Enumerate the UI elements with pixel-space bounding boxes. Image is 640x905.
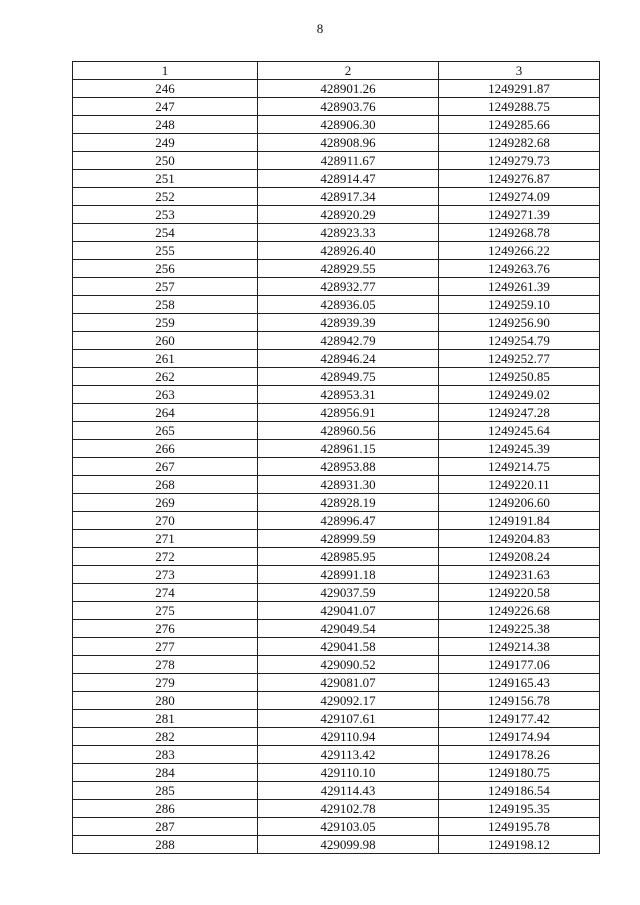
x-coordinate-cell: 428931.30: [258, 476, 439, 494]
x-coordinate-cell: 428908.96: [258, 134, 439, 152]
y-coordinate-cell: 1249225.38: [439, 620, 600, 638]
y-coordinate-cell: 1249249.02: [439, 386, 600, 404]
point-number-cell: 257: [73, 278, 258, 296]
y-coordinate-cell: 1249261.39: [439, 278, 600, 296]
y-coordinate-cell: 1249177.06: [439, 656, 600, 674]
y-coordinate-cell: 1249279.73: [439, 152, 600, 170]
x-coordinate-cell: 429081.07: [258, 674, 439, 692]
point-number-cell: 262: [73, 368, 258, 386]
x-coordinate-cell: 428917.34: [258, 188, 439, 206]
x-coordinate-cell: 428946.24: [258, 350, 439, 368]
x-coordinate-cell: 428960.56: [258, 422, 439, 440]
x-coordinate-cell: 428920.29: [258, 206, 439, 224]
y-coordinate-cell: 1249274.09: [439, 188, 600, 206]
y-coordinate-cell: 1249252.77: [439, 350, 600, 368]
point-number-cell: 249: [73, 134, 258, 152]
point-number-cell: 252: [73, 188, 258, 206]
y-coordinate-cell: 1249191.84: [439, 512, 600, 530]
point-number-cell: 275: [73, 602, 258, 620]
point-number-cell: 268: [73, 476, 258, 494]
point-number-cell: 282: [73, 728, 258, 746]
table-row: [73, 782, 600, 800]
point-number-cell: 269: [73, 494, 258, 512]
y-coordinate-cell: 1249165.43: [439, 674, 600, 692]
y-coordinate-cell: 1249214.75: [439, 458, 600, 476]
y-coordinate-cell: 1249208.24: [439, 548, 600, 566]
y-coordinate-cell: 1249226.68: [439, 602, 600, 620]
table-row: [73, 224, 600, 242]
column-header-1: 1: [73, 62, 258, 80]
table-row: [73, 494, 600, 512]
y-coordinate-cell: 1249266.22: [439, 242, 600, 260]
table-row: [73, 332, 600, 350]
page-number: 8: [316, 21, 324, 36]
table-row: [73, 152, 600, 170]
x-coordinate-cell: 429110.94: [258, 728, 439, 746]
x-coordinate-cell: 428901.26: [258, 80, 439, 98]
table-row: [73, 422, 600, 440]
point-number-cell: 278: [73, 656, 258, 674]
x-coordinate-cell: 428953.31: [258, 386, 439, 404]
table-row: [73, 584, 600, 602]
table-header: [73, 62, 600, 80]
table-body: [73, 80, 600, 854]
point-number-cell: 254: [73, 224, 258, 242]
x-coordinate-cell: 428985.95: [258, 548, 439, 566]
header-row: [73, 62, 600, 80]
y-coordinate-cell: 1249256.90: [439, 314, 600, 332]
x-coordinate-cell: 428929.55: [258, 260, 439, 278]
x-coordinate-cell: 428956.91: [258, 404, 439, 422]
table-row: [73, 80, 600, 98]
y-coordinate-cell: 1249220.11: [439, 476, 600, 494]
point-number-cell: 273: [73, 566, 258, 584]
x-coordinate-cell: 429041.58: [258, 638, 439, 656]
y-coordinate-cell: 1249156.78: [439, 692, 600, 710]
x-coordinate-cell: 428936.05: [258, 296, 439, 314]
point-number-cell: 287: [73, 818, 258, 836]
column-header-3: 3: [439, 62, 600, 80]
point-number-cell: 279: [73, 674, 258, 692]
x-coordinate-cell: 428906.30: [258, 116, 439, 134]
table-row: [73, 116, 600, 134]
y-coordinate-cell: 1249214.38: [439, 638, 600, 656]
y-coordinate-cell: 1249204.83: [439, 530, 600, 548]
table-row: [73, 746, 600, 764]
point-number-cell: 281: [73, 710, 258, 728]
x-coordinate-cell: 429041.07: [258, 602, 439, 620]
x-coordinate-cell: 428911.67: [258, 152, 439, 170]
point-number-cell: 264: [73, 404, 258, 422]
x-coordinate-cell: 428926.40: [258, 242, 439, 260]
y-coordinate-cell: 1249268.78: [439, 224, 600, 242]
y-coordinate-cell: 1249245.64: [439, 422, 600, 440]
y-coordinate-cell: 1249231.63: [439, 566, 600, 584]
point-number-cell: 259: [73, 314, 258, 332]
x-coordinate-cell: 428903.76: [258, 98, 439, 116]
table-row: [73, 638, 600, 656]
y-coordinate-cell: 1249259.10: [439, 296, 600, 314]
table-row: [73, 656, 600, 674]
x-coordinate-cell: 429037.59: [258, 584, 439, 602]
x-coordinate-cell: 428991.18: [258, 566, 439, 584]
y-coordinate-cell: 1249247.28: [439, 404, 600, 422]
table-row: [73, 170, 600, 188]
y-coordinate-cell: 1249180.75: [439, 764, 600, 782]
point-number-cell: 288: [73, 836, 258, 854]
y-coordinate-cell: 1249177.42: [439, 710, 600, 728]
point-number-cell: 283: [73, 746, 258, 764]
point-number-cell: 248: [73, 116, 258, 134]
table-row: [73, 548, 600, 566]
table-row: [73, 278, 600, 296]
table-row: [73, 98, 600, 116]
x-coordinate-cell: 429107.61: [258, 710, 439, 728]
point-number-cell: 261: [73, 350, 258, 368]
point-number-cell: 277: [73, 638, 258, 656]
x-coordinate-cell: 428953.88: [258, 458, 439, 476]
coordinates-table: [72, 61, 600, 854]
x-coordinate-cell: 429102.78: [258, 800, 439, 818]
point-number-cell: 285: [73, 782, 258, 800]
table-row: [73, 512, 600, 530]
y-coordinate-cell: 1249198.12: [439, 836, 600, 854]
column-header-2: 2: [258, 62, 439, 80]
table-row: [73, 836, 600, 854]
point-number-cell: 272: [73, 548, 258, 566]
point-number-cell: 263: [73, 386, 258, 404]
x-coordinate-cell: 429092.17: [258, 692, 439, 710]
y-coordinate-cell: 1249285.66: [439, 116, 600, 134]
y-coordinate-cell: 1249271.39: [439, 206, 600, 224]
x-coordinate-cell: 428996.47: [258, 512, 439, 530]
table-row: [73, 458, 600, 476]
table-row: [73, 692, 600, 710]
y-coordinate-cell: 1249174.94: [439, 728, 600, 746]
table-row: [73, 314, 600, 332]
x-coordinate-cell: 428961.15: [258, 440, 439, 458]
point-number-cell: 265: [73, 422, 258, 440]
x-coordinate-cell: 429114.43: [258, 782, 439, 800]
table-row: [73, 206, 600, 224]
table-row: [73, 620, 600, 638]
x-coordinate-cell: 428949.75: [258, 368, 439, 386]
point-number-cell: 270: [73, 512, 258, 530]
point-number-cell: 247: [73, 98, 258, 116]
point-number-cell: 280: [73, 692, 258, 710]
table-row: [73, 818, 600, 836]
x-coordinate-cell: 429110.10: [258, 764, 439, 782]
x-coordinate-cell: 429113.42: [258, 746, 439, 764]
point-number-cell: 260: [73, 332, 258, 350]
table-row: [73, 296, 600, 314]
table-row: [73, 386, 600, 404]
point-number-cell: 251: [73, 170, 258, 188]
table-row: [73, 710, 600, 728]
y-coordinate-cell: 1249291.87: [439, 80, 600, 98]
table-row: [73, 134, 600, 152]
x-coordinate-cell: 428939.39: [258, 314, 439, 332]
point-number-cell: 267: [73, 458, 258, 476]
table-row: [73, 404, 600, 422]
table-row: [73, 530, 600, 548]
x-coordinate-cell: 428928.19: [258, 494, 439, 512]
point-number-cell: 255: [73, 242, 258, 260]
table-row: [73, 728, 600, 746]
table-row: [73, 602, 600, 620]
table-row: [73, 674, 600, 692]
point-number-cell: 246: [73, 80, 258, 98]
point-number-cell: 256: [73, 260, 258, 278]
table-row: [73, 440, 600, 458]
x-coordinate-cell: 429090.52: [258, 656, 439, 674]
y-coordinate-cell: 1249288.75: [439, 98, 600, 116]
y-coordinate-cell: 1249276.87: [439, 170, 600, 188]
point-number-cell: 284: [73, 764, 258, 782]
y-coordinate-cell: 1249195.35: [439, 800, 600, 818]
x-coordinate-cell: 428999.59: [258, 530, 439, 548]
y-coordinate-cell: 1249263.76: [439, 260, 600, 278]
x-coordinate-cell: 428932.77: [258, 278, 439, 296]
y-coordinate-cell: 1249254.79: [439, 332, 600, 350]
point-number-cell: 253: [73, 206, 258, 224]
point-number-cell: 271: [73, 530, 258, 548]
point-number-cell: 274: [73, 584, 258, 602]
y-coordinate-cell: 1249206.60: [439, 494, 600, 512]
point-number-cell: 266: [73, 440, 258, 458]
point-number-cell: 276: [73, 620, 258, 638]
x-coordinate-cell: 428914.47: [258, 170, 439, 188]
point-number-cell: 258: [73, 296, 258, 314]
x-coordinate-cell: 429099.98: [258, 836, 439, 854]
y-coordinate-cell: 1249195.78: [439, 818, 600, 836]
table-row: [73, 350, 600, 368]
point-number-cell: 250: [73, 152, 258, 170]
point-number-cell: 286: [73, 800, 258, 818]
y-coordinate-cell: 1249250.85: [439, 368, 600, 386]
y-coordinate-cell: 1249220.58: [439, 584, 600, 602]
table-row: [73, 800, 600, 818]
y-coordinate-cell: 1249245.39: [439, 440, 600, 458]
x-coordinate-cell: 428942.79: [258, 332, 439, 350]
table-row: [73, 368, 600, 386]
table-row: [73, 242, 600, 260]
table-row: [73, 188, 600, 206]
table-row: [73, 476, 600, 494]
table-row: [73, 260, 600, 278]
x-coordinate-cell: 429049.54: [258, 620, 439, 638]
table-row: [73, 566, 600, 584]
x-coordinate-cell: 428923.33: [258, 224, 439, 242]
y-coordinate-cell: 1249186.54: [439, 782, 600, 800]
y-coordinate-cell: 1249178.26: [439, 746, 600, 764]
y-coordinate-cell: 1249282.68: [439, 134, 600, 152]
table-row: [73, 764, 600, 782]
x-coordinate-cell: 429103.05: [258, 818, 439, 836]
